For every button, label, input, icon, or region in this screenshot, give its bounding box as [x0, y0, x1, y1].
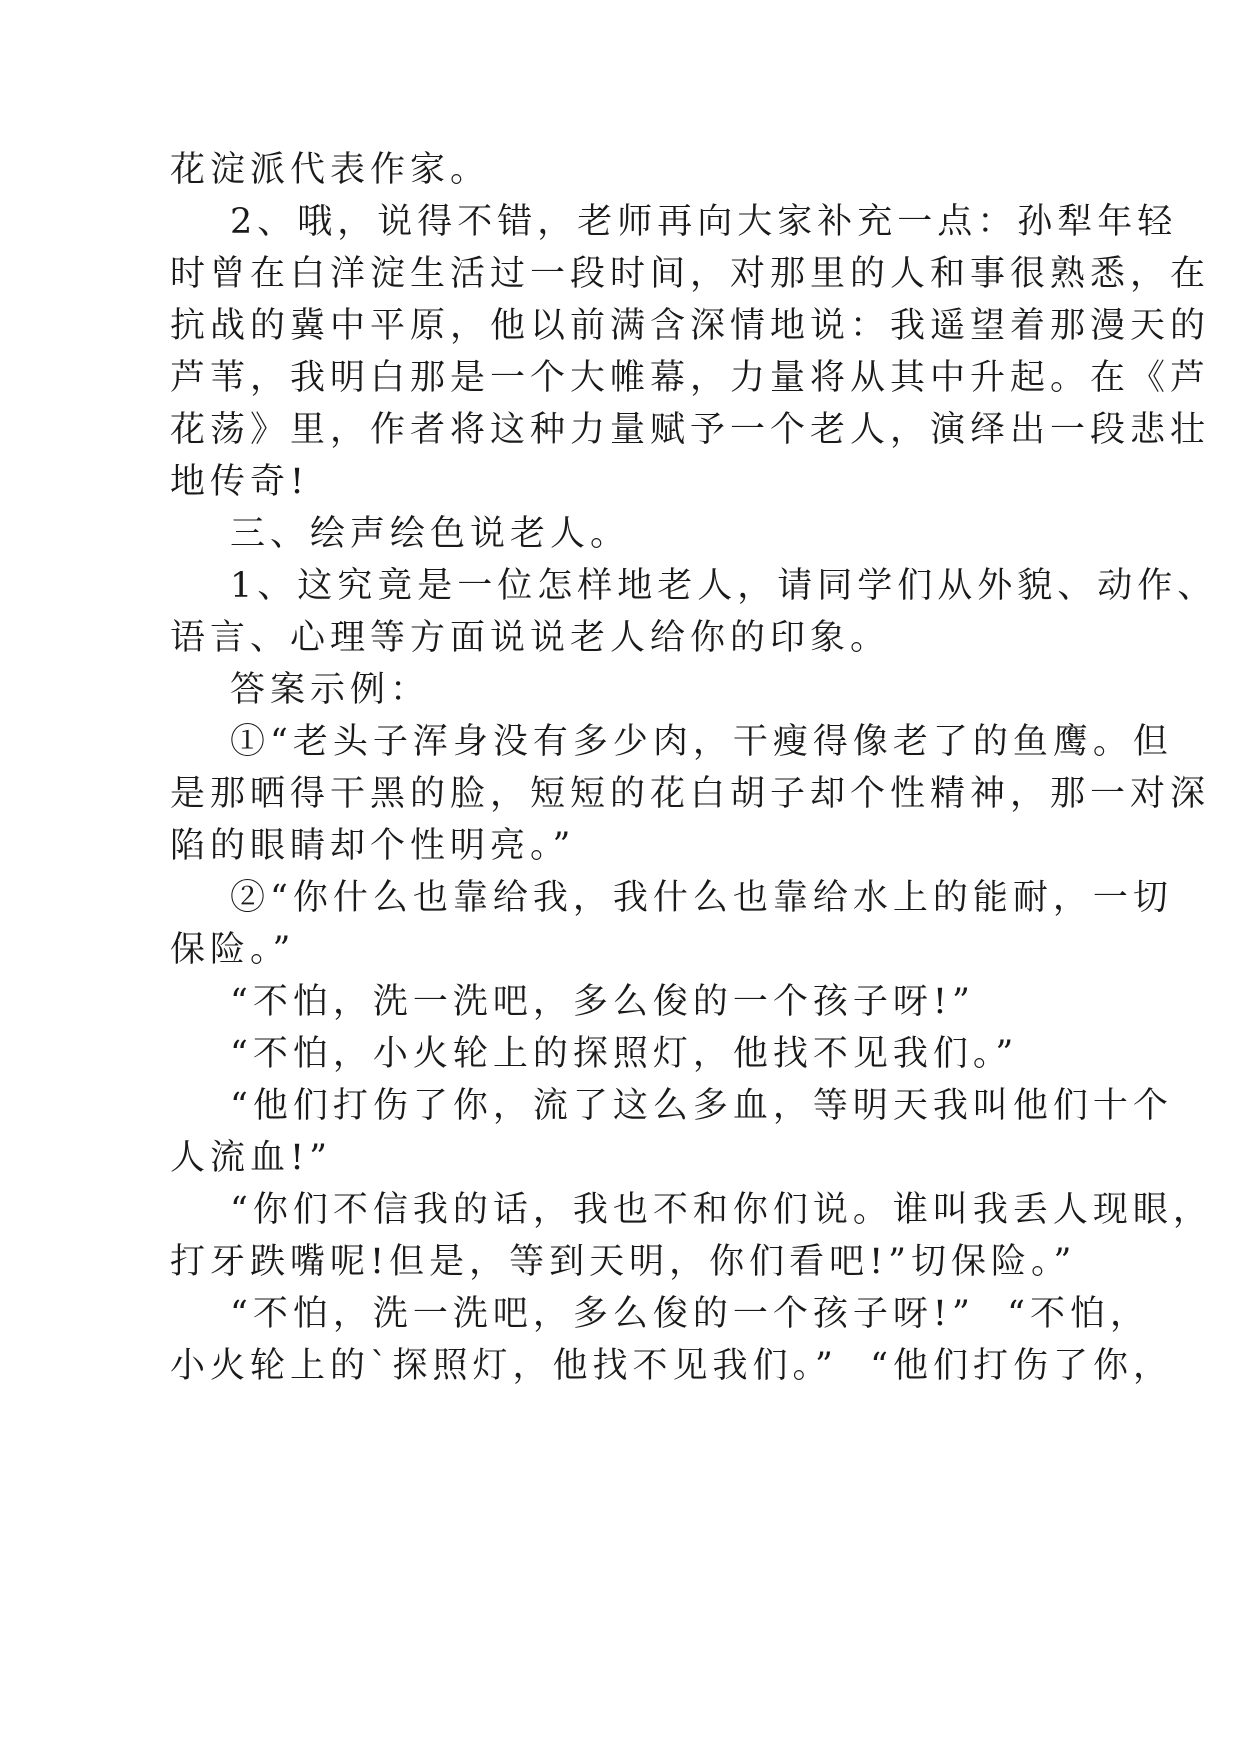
text-line: 花荡》里，作者将这种力量赋予一个老人，演绎出一段悲壮 [170, 410, 1211, 450]
text-line: 保险。” [170, 930, 296, 970]
text-line: 小火轮上的`探照灯，他找不见我们。” “他们打伤了你， [170, 1346, 1174, 1386]
text-line: “不怕，洗一洗吧，多么俊的一个孩子呀!” “不怕， [230, 1294, 1150, 1334]
text-line: 陷的眼睛却个性明亮。” [170, 826, 576, 866]
text-line: 1、这究竟是一位怎样地老人，请同学们从外貌、动作、 [230, 566, 1218, 606]
text-line: 抗战的冀中平原，他以前满含深情地说：我遥望着那漫天的 [170, 306, 1211, 346]
text-line: 语言、心理等方面说说老人给你的印象。 [170, 618, 891, 658]
text-line: “他们打伤了你，流了这么多血，等明天我叫他们十个 [230, 1086, 1173, 1126]
text-line: 花淀派代表作家。 [170, 150, 491, 190]
text-line: “你们不信我的话，我也不和你们说。谁叫我丢人现眼， [230, 1190, 1213, 1230]
text-line: 芦苇，我明白那是一个大帷幕，力量将从其中升起。在《芦 [170, 358, 1211, 398]
text-line: 地传奇! [170, 462, 310, 502]
text-line: 人流血!” [170, 1138, 332, 1178]
text-line: 是那晒得干黑的脸，短短的花白胡子却个性精神，那一对深 [170, 774, 1211, 814]
text-line: 答案示例： [230, 670, 431, 710]
text-line: “不怕，小火轮上的探照灯，他找不见我们。” [230, 1034, 1019, 1074]
text-line: “不怕，洗一洗吧，多么俊的一个孩子呀!” [230, 982, 975, 1022]
text-line: 三、绘声绘色说老人。 [230, 514, 631, 554]
text-line: 打牙跌嘴呢!但是，等到天明，你们看吧!”切保险。” [170, 1242, 1077, 1282]
text-line: 2、哦，说得不错，老师再向大家补充一点：孙犁年轻 [230, 202, 1178, 242]
text-line: ②“你什么也靠给我，我什么也靠给水上的能耐，一切 [230, 878, 1173, 918]
text-line: ①“老头子浑身没有多少肉，干瘦得像老了的鱼鹰。但 [230, 722, 1173, 762]
text-line: 时曾在白洋淀生活过一段时间，对那里的人和事很熟悉，在 [170, 254, 1211, 294]
